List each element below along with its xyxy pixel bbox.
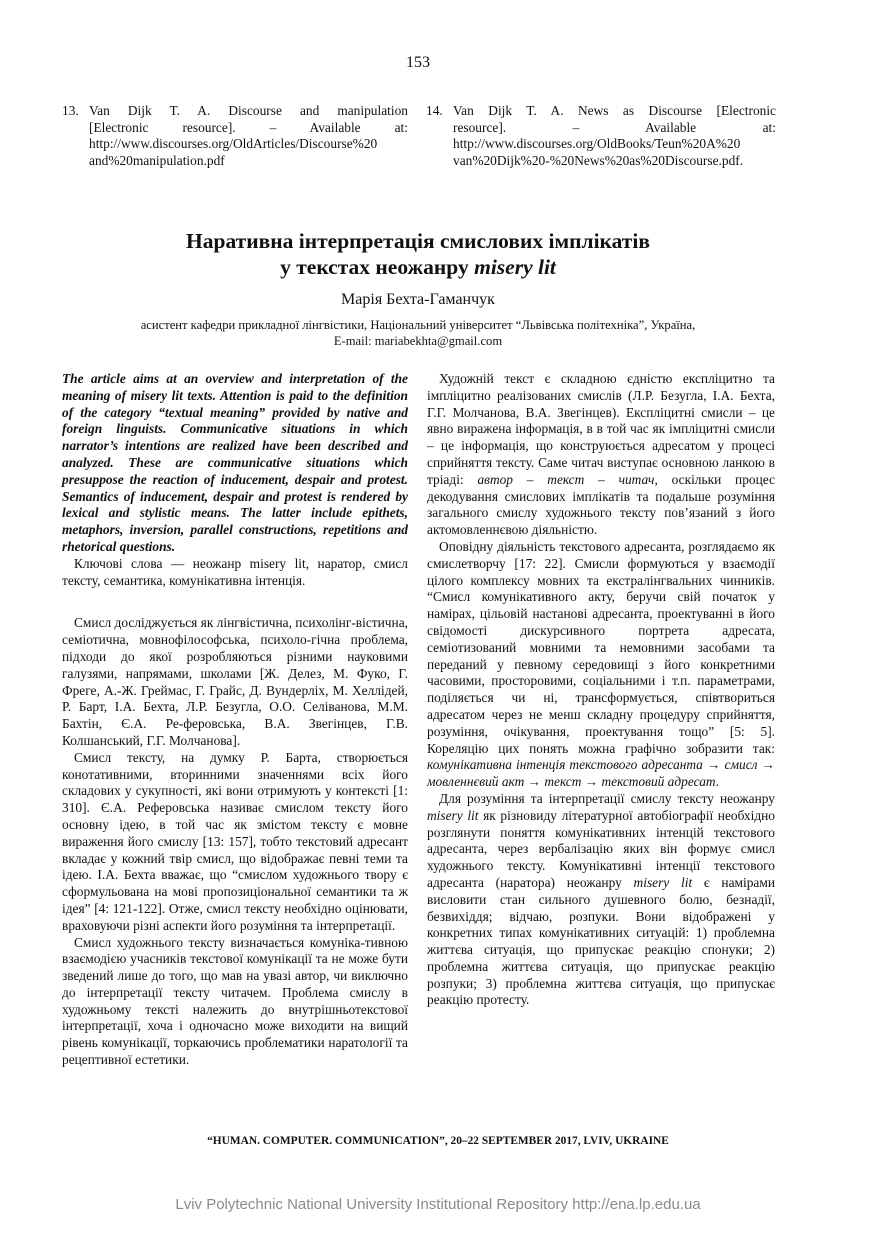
reference-line: Van Dijk T. A. Discourse and manipulation [89,103,408,118]
reference-line: resource]. – Available at: [453,119,776,135]
title-line-2: у текстах неожанру [280,255,475,279]
body-paragraph: Смисл художнього тексту визначається комуніка-тивною взаємодією учасників текстової комунікації та не може бути зведений лише до того, що мав на увазі автор, чи виключно до інтерпретації тексту читачем. Проблема смислу в художньому тексті належить до внутрішньотекстової інтерпретації, хоча і одночасно може виходити на вищий рівень комунікації, торкаючись проблематики наратології та рецептивної естетики. [62,934,408,1068]
italic-term: комунікативна інтенція текстового адресанта → смисл → мовленнєвий акт → текст → текстовий адресат [427,757,775,790]
reference-url[interactable]: van%20Dijk%20-%20News%20as%20Discourse.pdf. [453,152,744,168]
title-line-1: Наративна інтерпретація смислових імплікатів [186,229,650,253]
reference-line: [Electronic resource]. – Available at: [89,119,408,135]
left-column [62,371,408,1069]
reference-number: 13. [62,103,79,118]
article-header [0,228,836,349]
keywords: Ключові слова — неожанр misery lit, наратор, смисл тексту, семантика, комунікативна інтенція. [62,555,408,588]
right-column [427,371,775,1009]
reference-item [62,103,408,169]
paragraph-text: як різновиду літературної автобіографії необхідно розглянути поняття комунікативних інтенцій текстового адресанта, через вербалізацію яких він формує смисл художнього тексту. Комунікативні інтенції текстового адресанта (наратора) неожанру [427,807,775,890]
conference-footer: “HUMAN. COMPUTER. COMMUNICATION”, 20–22 SEPTEMBER 2017, LVIV, UKRAINE [207,1135,669,1147]
reference-url[interactable]: http://www.discourses.org/OldArticles/Discourse%20 [89,136,378,152]
reference-line: Van Dijk T. A. News as Discourse [Electronic [453,103,776,118]
paragraph-text: Для розуміння та інтерпретації смислу тексту неожанру [439,790,775,806]
title-italic-term: misery lit [474,255,556,279]
article-title [0,228,836,280]
author-name: Марія Бехта-Гаманчук [341,291,495,308]
reference-item [426,103,776,169]
body-paragraph: Смисл досліджується як лінгвістична, психолінг-вістична, семіотична, мовнофілософська, психоло-гічна проблема, підходи до якої розробляються різними науковими галузями, напрямами, школами [Ж. Делез, М. Фуко, Г. Фреге, А.-Ж. Греймас, Г. Грайс, Д. Вундерліх, М. Хеллідей, Р. Барт, І.А. Бехта, Л.Р. Безугла, О.О. Селіванова, М.М. Бахтін, Є.А. Ре-феровська, В.А. Звегінцев, Г.В. Колшанський, Г.Г. Молчанова]. [62,615,408,748]
reference-number: 14. [426,103,443,118]
paragraph-text: . [715,774,719,790]
repository-watermark: Lviv Polytechnic National University Institutional Repository http://ena.lp.edu.ua [175,1196,701,1213]
author-affiliation [0,318,836,349]
abstract: The article aims at an overview and interpretation of the meaning of misery lit texts. Attention is paid to the definition of the category “textual meaning” provided by native and foreign linguists. Communicative situations in which narrator’s intentions are realized have been described and analyzed. These are communicative situations which presuppose the reaction of inducement, despair and protest. Semantics of inducement, despair and protest is rendered by lexical and stylistic means. The latter include epithets, metaphors, inversion, parallel constructions, repetitions and rhetorical questions. [62,371,408,554]
page-number: 153 [406,54,430,71]
italic-term: misery lit [427,807,479,823]
italic-term: misery lit [633,874,693,890]
body-paragraph: Смисл тексту, на думку Р. Барта, створюється конотативними, вторинними значеннями всіх його складових у сукупності, які вони отримують у контексті [1: 310]. Є.А. Реферовська називає смислом тексту його основну ідею, в той час як змістом тексту є мовне вираження його смислу [13: 157], тобто текстовий адресант вкладає у кожний твір смисл, що відображає певні теми та ідею. І.А. Бехта вважає, що “смислом художнього твору є сформульована на мові пропозиціональної семантики та ж ідея” [4: 121-122]. Отже, смисл тексту необхідно оцінювати, враховуючи різні аспекти його розуміння та інтерпретації. [62,749,408,933]
italic-term: автор – текст – читач [477,471,655,487]
paragraph-text: Оповідну діяльність текстового адресанта, розглядаємо як смислетворчу [17: 22]. Смисли формуються у взаємодії цілого комплексу мовних та екстралінгвальних чинників. “Смисл комунікативного акту, беручи свій початок у намірах, цільовій настанові адресанта, проектуванні в його свідомості дискурсивного портрета адресата, семіотизований мовними та немовними засобами та переданий у певному середовищі з його конкретними часовими, просторовими, соціальними і т.п. параметрами, поділяється чи ні, трансформується, співтвориться адресатом через не менш складну процедуру сприйняття, розуміння, очікування, проектування тощо” [5: 5]. Кореляцію цих понять можна графічно зобразити так: [427,538,775,756]
body-paragraph [427,791,775,1009]
paragraph-text: є намірами висловити стан сильного душевного болю, безнадії, безвихіддя; відчаю, розпуки. Вони відображені у конкретних типах комунікативних ситуацій: 1) проблемна життєва ситуація, що припускає реакцію спонуки; 2) проблемна життєва ситуація, що припускає реакцію розпуки; 3) проблемна життєва ситуація, що припускає реакцію протесту. [427,874,776,1008]
paragraph-text: Художній текст є складною єдністю експліцитно та імпліцитно реалізованих смислів (Л.Р. Безугла, І.А. Бехта, Г.Г. Молчанова, В.А. Звегінцев). Експліцитні смисли – це явно виражена інформація, в в той час як імпліцитні смисли – це інформація, що конструюється адресатом у процесі сприйняття тексту. Саме читач виступає основною ланкою в тріаді: [427,371,775,487]
body-paragraph [427,371,775,539]
reference-url[interactable]: http://www.discourses.org/OldBooks/Teun%20A%20 [453,136,741,152]
paragraph-text: , оскільки процес декодування смислових імплікатів та подальше розуміння загального смислу художнього тексту пов’язаний з його актомовленнєвою діяльністю. [427,471,775,538]
body-paragraph [427,539,775,791]
reference-url[interactable]: and%20manipulation.pdf [89,152,225,168]
author-email[interactable]: E-mail: mariabekhta@gmail.com [333,333,503,348]
affiliation-text: асистент кафедри прикладної лінгвістики, Національний університет “Львівська політехніка”, Україна, [140,318,696,332]
